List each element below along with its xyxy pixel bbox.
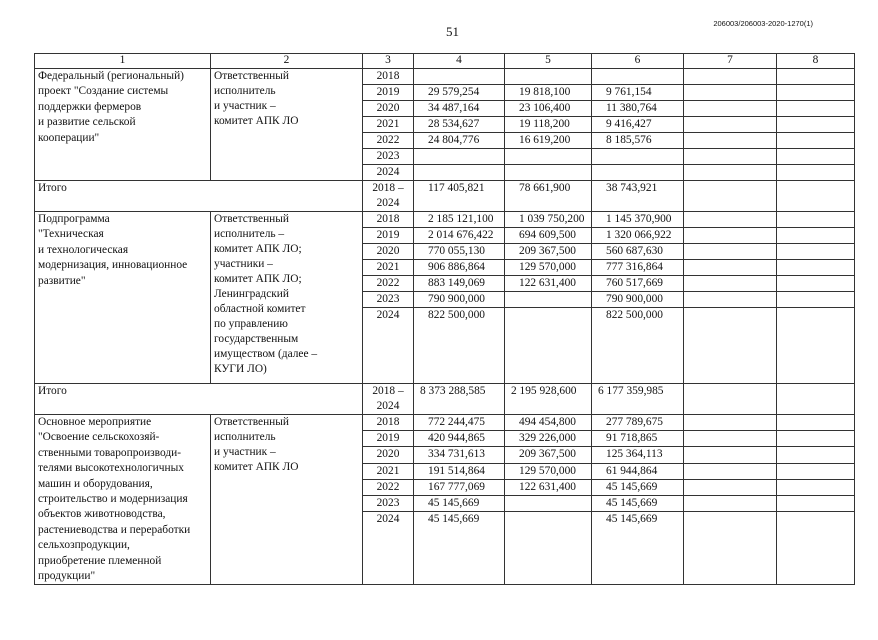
federal-amount-cell: 19 118,200 [505, 117, 592, 133]
regional-amount-cell: 777 316,864 [592, 260, 684, 276]
total-amount-cell: 790 900,000 [414, 292, 505, 308]
regional-amount-cell: 38 743,921 [592, 181, 684, 212]
federal-amount-cell [505, 308, 592, 384]
total-amount-cell [414, 69, 505, 85]
empty-cell [684, 260, 777, 276]
empty-cell [777, 479, 855, 495]
year-cell: 2022 [363, 479, 414, 495]
regional-amount-cell: 45 145,669 [592, 479, 684, 495]
table-row [35, 415, 855, 431]
regional-amount-cell: 45 145,669 [592, 496, 684, 512]
empty-cell [777, 292, 855, 308]
year-cell: 2023 [363, 496, 414, 512]
responsible-cell: Ответственный исполнитель и участник – комитет АПК ЛО [211, 415, 363, 585]
empty-cell [684, 85, 777, 101]
federal-amount-cell: 129 570,000 [505, 260, 592, 276]
regional-amount-cell: 822 500,000 [592, 308, 684, 384]
empty-cell [684, 117, 777, 133]
empty-cell [684, 133, 777, 149]
year-cell: 2024 [363, 512, 414, 585]
regional-amount-cell: 11 380,764 [592, 101, 684, 117]
empty-cell [684, 431, 777, 447]
empty-cell [684, 244, 777, 260]
column-header: 5 [505, 54, 592, 69]
year-cell: 2019 [363, 85, 414, 101]
empty-cell [684, 276, 777, 292]
total-amount-cell: 167 777,069 [414, 479, 505, 495]
year-cell: 2022 [363, 276, 414, 292]
empty-cell [777, 101, 855, 117]
year-cell: 2019 [363, 228, 414, 244]
column-header: 7 [684, 54, 777, 69]
federal-amount-cell: 209 367,500 [505, 244, 592, 260]
column-header: 4 [414, 54, 505, 69]
federal-amount-cell: 78 661,900 [505, 181, 592, 212]
regional-amount-cell [592, 165, 684, 181]
empty-cell [777, 181, 855, 212]
empty-cell [684, 165, 777, 181]
total-amount-cell: 45 145,669 [414, 496, 505, 512]
empty-cell [777, 212, 855, 228]
table-row [35, 69, 855, 85]
total-amount-cell: 191 514,864 [414, 463, 505, 479]
total-amount-cell: 29 579,254 [414, 85, 505, 101]
regional-amount-cell: 1 145 370,900 [592, 212, 684, 228]
program-name-cell: Федеральный (региональный) проект "Создание системы поддержки фермеров и развитие сельской кооперации" [35, 69, 211, 181]
empty-cell [684, 479, 777, 495]
budget-table [34, 53, 855, 585]
total-row [35, 181, 855, 212]
empty-cell [684, 384, 777, 415]
federal-amount-cell: 209 367,500 [505, 447, 592, 463]
program-name-cell: Подпрограмма "Техническая и технологическая модернизация, инновационное развитие" [35, 212, 211, 384]
responsible-cell: Ответственный исполнитель и участник – комитет АПК ЛО [211, 69, 363, 181]
federal-amount-cell: 19 818,100 [505, 85, 592, 101]
federal-amount-cell [505, 149, 592, 165]
federal-amount-cell [505, 165, 592, 181]
budget-table-container [34, 53, 855, 585]
empty-cell [777, 133, 855, 149]
document-id: 206003/206003-2020-1270(1) [713, 19, 813, 28]
year-cell: 2020 [363, 101, 414, 117]
total-amount-cell: 117 405,821 [414, 181, 505, 212]
regional-amount-cell: 61 944,864 [592, 463, 684, 479]
empty-cell [777, 496, 855, 512]
total-amount-cell [414, 149, 505, 165]
empty-cell [777, 431, 855, 447]
regional-amount-cell: 1 320 066,922 [592, 228, 684, 244]
year-cell: 2019 [363, 431, 414, 447]
empty-cell [777, 260, 855, 276]
empty-cell [777, 308, 855, 384]
empty-cell [777, 512, 855, 585]
empty-cell [777, 463, 855, 479]
empty-cell [777, 149, 855, 165]
federal-amount-cell: 122 631,400 [505, 479, 592, 495]
federal-amount-cell: 494 454,800 [505, 415, 592, 431]
total-amount-cell: 2 014 676,422 [414, 228, 505, 244]
regional-amount-cell: 6 177 359,985 [592, 384, 684, 415]
year-cell: 2020 [363, 244, 414, 260]
table-row [35, 212, 855, 228]
regional-amount-cell: 91 718,865 [592, 431, 684, 447]
total-amount-cell [414, 165, 505, 181]
empty-cell [777, 117, 855, 133]
total-label: Итого [35, 384, 363, 415]
total-amount-cell: 334 731,613 [414, 447, 505, 463]
federal-amount-cell [505, 512, 592, 585]
federal-amount-cell [505, 496, 592, 512]
total-amount-cell: 420 944,865 [414, 431, 505, 447]
federal-amount-cell: 122 631,400 [505, 276, 592, 292]
column-number-row [35, 54, 855, 69]
year-cell: 2024 [363, 308, 414, 384]
year-cell: 2020 [363, 447, 414, 463]
responsible-cell: Ответственный исполнитель – комитет АПК ЛО; участники – комитет АПК ЛО; Ленинградский областной комитет по управлению государственным имуществом (далее – КУГИ ЛО) [211, 212, 363, 384]
total-amount-cell: 28 534,627 [414, 117, 505, 133]
total-amount-cell: 45 145,669 [414, 512, 505, 585]
column-header: 1 [35, 54, 211, 69]
regional-amount-cell: 9 416,427 [592, 117, 684, 133]
empty-cell [684, 512, 777, 585]
total-amount-cell: 883 149,069 [414, 276, 505, 292]
column-header: 3 [363, 54, 414, 69]
empty-cell [684, 149, 777, 165]
empty-cell [777, 85, 855, 101]
empty-cell [684, 496, 777, 512]
total-amount-cell: 34 487,164 [414, 101, 505, 117]
year-cell: 2018 [363, 212, 414, 228]
total-amount-cell: 906 886,864 [414, 260, 505, 276]
year-cell: 2018 [363, 69, 414, 85]
year-cell: 2024 [363, 165, 414, 181]
year-cell: 2021 [363, 463, 414, 479]
year-cell: 2021 [363, 117, 414, 133]
total-label: Итого [35, 181, 363, 212]
total-amount-cell: 24 804,776 [414, 133, 505, 149]
empty-cell [684, 415, 777, 431]
regional-amount-cell [592, 69, 684, 85]
regional-amount-cell [592, 149, 684, 165]
empty-cell [777, 244, 855, 260]
empty-cell [777, 228, 855, 244]
regional-amount-cell: 9 761,154 [592, 85, 684, 101]
year-cell: 2018 [363, 415, 414, 431]
total-amount-cell: 770 055,130 [414, 244, 505, 260]
regional-amount-cell: 760 517,669 [592, 276, 684, 292]
federal-amount-cell: 694 609,500 [505, 228, 592, 244]
empty-cell [777, 276, 855, 292]
federal-amount-cell: 2 195 928,600 [505, 384, 592, 415]
regional-amount-cell: 790 900,000 [592, 292, 684, 308]
federal-amount-cell [505, 292, 592, 308]
federal-amount-cell: 16 619,200 [505, 133, 592, 149]
total-amount-cell: 822 500,000 [414, 308, 505, 384]
total-years: 2018 – 2024 [363, 181, 414, 212]
column-header: 6 [592, 54, 684, 69]
year-cell: 2023 [363, 149, 414, 165]
empty-cell [777, 384, 855, 415]
empty-cell [777, 415, 855, 431]
regional-amount-cell: 277 789,675 [592, 415, 684, 431]
page-number: 51 [446, 24, 459, 39]
total-amount-cell: 8 373 288,585 [414, 384, 505, 415]
year-cell: 2021 [363, 260, 414, 276]
federal-amount-cell: 23 106,400 [505, 101, 592, 117]
empty-cell [684, 69, 777, 85]
empty-cell [684, 463, 777, 479]
program-name-cell: Основное мероприятие "Освоение сельскохозяй- ственными товаропроизводи- телями высокотехнологичных машин и оборудования, строительство и модернизация объектов животноводства, растениеводства и переработки сельхозпродукции, приобретение племенной продукции" [35, 415, 211, 585]
regional-amount-cell: 125 364,113 [592, 447, 684, 463]
regional-amount-cell: 45 145,669 [592, 512, 684, 585]
empty-cell [777, 165, 855, 181]
column-header: 8 [777, 54, 855, 69]
regional-amount-cell: 8 185,576 [592, 133, 684, 149]
empty-cell [684, 308, 777, 384]
total-amount-cell: 2 185 121,100 [414, 212, 505, 228]
year-cell: 2022 [363, 133, 414, 149]
empty-cell [684, 101, 777, 117]
year-cell: 2023 [363, 292, 414, 308]
empty-cell [684, 212, 777, 228]
federal-amount-cell: 129 570,000 [505, 463, 592, 479]
total-row [35, 384, 855, 415]
total-amount-cell: 772 244,475 [414, 415, 505, 431]
empty-cell [777, 69, 855, 85]
total-years: 2018 – 2024 [363, 384, 414, 415]
column-header: 2 [211, 54, 363, 69]
empty-cell [777, 447, 855, 463]
empty-cell [684, 292, 777, 308]
federal-amount-cell: 1 039 750,200 [505, 212, 592, 228]
federal-amount-cell [505, 69, 592, 85]
federal-amount-cell: 329 226,000 [505, 431, 592, 447]
empty-cell [684, 181, 777, 212]
regional-amount-cell: 560 687,630 [592, 244, 684, 260]
empty-cell [684, 228, 777, 244]
empty-cell [684, 447, 777, 463]
